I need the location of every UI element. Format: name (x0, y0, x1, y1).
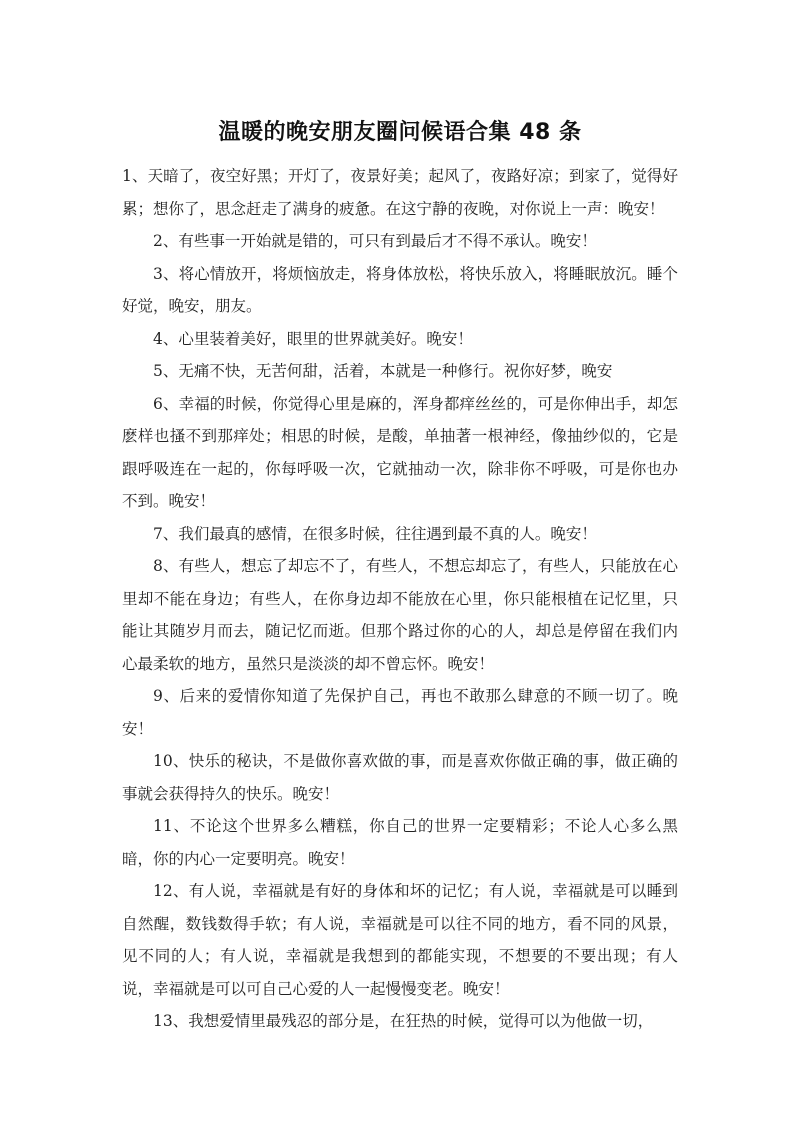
paragraph: 11、不论这个世界多么糟糕，你自己的世界一定要精彩；不论人心多么黑暗，你的内心一定要明亮。晚安！ (122, 817, 678, 868)
document-title: 温暖的晚安朋友圈问候语合集 48 条 (218, 120, 582, 145)
paragraph: 10、快乐的秘诀，不是做你喜欢做的事，而是喜欢你做正确的事，做正确的事就会获得持久的快乐。晚安！ (122, 752, 678, 803)
paragraph: 13、我想爱情里最残忍的部分是，在狂热的时候，觉得可以为他做一切， (153, 1012, 654, 1030)
document-body (122, 160, 678, 1038)
paragraph: 2、有些事一开始就是错的，可只有到最后才不得不承认。晚安！ (153, 232, 597, 250)
paragraph: 5、无痛不快，无苦何甜，活着，本就是一种修行。祝你好梦，晚安 (153, 362, 613, 380)
paragraph: 1、天暗了，夜空好黑；开灯了，夜景好美；起风了，夜路好凉；到家了，觉得好累；想你了，思念赶走了满身的疲惫。在这宁静的夜晚，对你说上一声：晚安！ (122, 167, 678, 218)
paragraph: 6、幸福的时候，你觉得心里是麻的，浑身都痒丝丝的，可是你伸出手，却怎麽样也搔不到那痒处；相思的时候，是酸，单抽著一根神经，像抽纱似的，它是跟呼吸连在一起的，你每呼吸一次，它就抽动一次，除非你不呼吸，可是你也办不到。晚安！ (122, 394, 678, 510)
paragraph: 9、后来的爱情你知道了先保护自己，再也不敢那么肆意的不顾一切了。晚安！ (122, 687, 678, 738)
paragraph: 12、有人说，幸福就是有好的身体和坏的记忆；有人说，幸福就是可以睡到自然醒，数钱数得手软；有人说，幸福就是可以往不同的地方，看不同的风景，见不同的人；有人说，幸福就是我想到的都能实现，不想要的不要出现；有人说，幸福就是可以可自己心爱的人一起慢慢变老。晚安！ (122, 882, 678, 998)
paragraph: 4、心里装着美好，眼里的世界就美好。晚安！ (153, 329, 473, 348)
paragraph: 8、有些人，想忘了却忘不了，有些人，不想忘却忘了，有些人，只能放在心里却不能在身边；有些人，在你身边却不能放在心里，你只能根植在记忆里，只能让其随岁月而去，随记忆而逝。但那个路过你的心的人，却总是停留在我们内心最柔软的地方，虽然只是淡淡的却不曾忘怀。晚安！ (122, 557, 678, 673)
paragraph: 7、我们最真的感情，在很多时候，往往遇到最不真的人。晚安！ (153, 524, 597, 543)
paragraph: 3、将心情放开，将烦恼放走，将身体放松，将快乐放入，将睡眠放沉。睡个好觉，晚安，朋友。 (122, 264, 678, 315)
